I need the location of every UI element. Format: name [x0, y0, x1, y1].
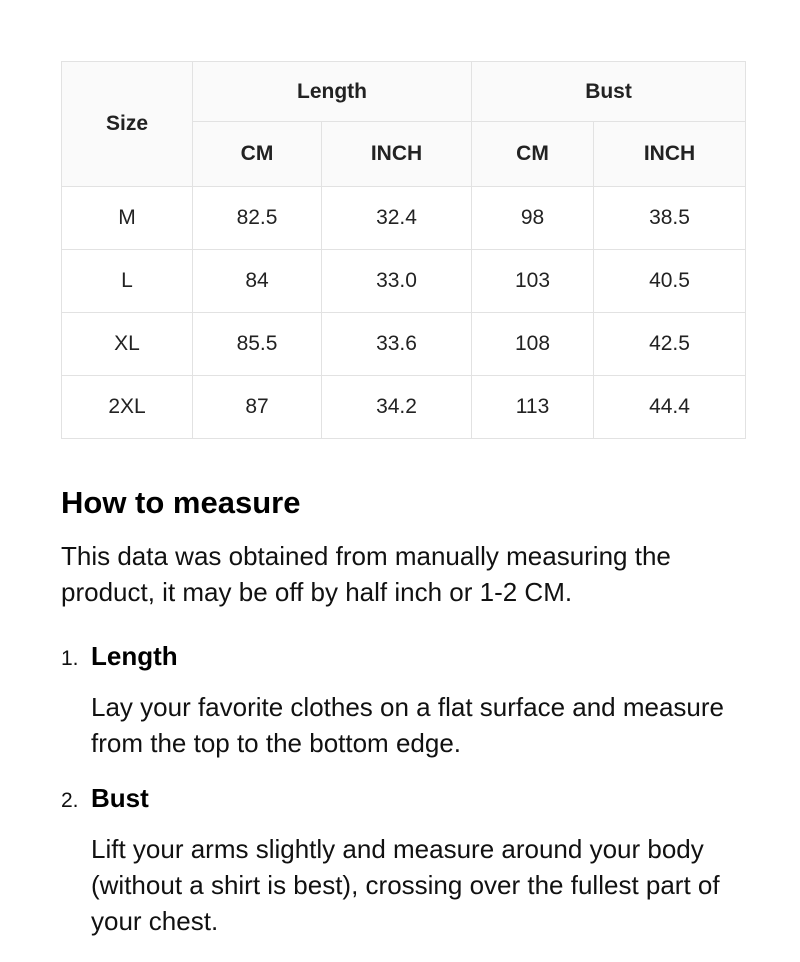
- bust-inch-header: INCH: [594, 122, 746, 187]
- bust-cm-cell: 113: [472, 376, 594, 439]
- list-item: [61, 638, 745, 761]
- size-chart-body: [62, 187, 746, 439]
- measure-steps-list: [61, 638, 745, 939]
- length-cm-cell: 85.5: [193, 313, 322, 376]
- step-description: Lift your arms slightly and measure around your body (without a shirt is best), crossing over the fullest part of your chest.: [91, 834, 720, 936]
- step-number: 2.: [61, 789, 79, 812]
- bust-cm-cell: 108: [472, 313, 594, 376]
- size-chart-header: [62, 62, 746, 187]
- step-number: 1.: [61, 647, 79, 670]
- table-row: [62, 187, 746, 250]
- step-term: Bust: [91, 783, 149, 813]
- table-row: [62, 376, 746, 439]
- length-inch-cell: 34.2: [322, 376, 472, 439]
- length-cm-header: CM: [193, 122, 322, 187]
- bust-inch-cell: 38.5: [594, 187, 746, 250]
- bust-cm-cell: 98: [472, 187, 594, 250]
- table-row: [62, 250, 746, 313]
- length-cm-cell: 84: [193, 250, 322, 313]
- header-group-row: [62, 62, 746, 122]
- step-description: Lay your favorite clothes on a flat surface and measure from the top to the bottom edge.: [91, 692, 725, 758]
- length-cm-cell: 87: [193, 376, 322, 439]
- table-row: [62, 313, 746, 376]
- length-inch-header: INCH: [322, 122, 472, 187]
- size-cell: XL: [62, 313, 193, 376]
- bust-cm-cell: 103: [472, 250, 594, 313]
- length-group-header: Length: [193, 62, 472, 122]
- list-item: [61, 780, 745, 939]
- how-to-measure-title: How to measure: [61, 485, 301, 520]
- size-chart-table: [61, 61, 746, 439]
- length-inch-cell: 32.4: [322, 187, 472, 250]
- step-heading: [61, 780, 745, 821]
- bust-inch-cell: 40.5: [594, 250, 746, 313]
- how-to-measure-intro: This data was obtained from manually measuring the product, it may be off by half inch or 1-2 CM.: [61, 541, 671, 607]
- step-term: Length: [91, 641, 178, 671]
- bust-cm-header: CM: [472, 122, 594, 187]
- size-column-header: Size: [62, 62, 193, 187]
- length-inch-cell: 33.6: [322, 313, 472, 376]
- bust-group-header: Bust: [472, 62, 746, 122]
- step-heading: [61, 638, 745, 679]
- length-cm-cell: 82.5: [193, 187, 322, 250]
- bust-inch-cell: 44.4: [594, 376, 746, 439]
- size-cell: M: [62, 187, 193, 250]
- size-cell: L: [62, 250, 193, 313]
- size-chart-page: [61, 0, 745, 939]
- bust-inch-cell: 42.5: [594, 313, 746, 376]
- length-inch-cell: 33.0: [322, 250, 472, 313]
- size-cell: 2XL: [62, 376, 193, 439]
